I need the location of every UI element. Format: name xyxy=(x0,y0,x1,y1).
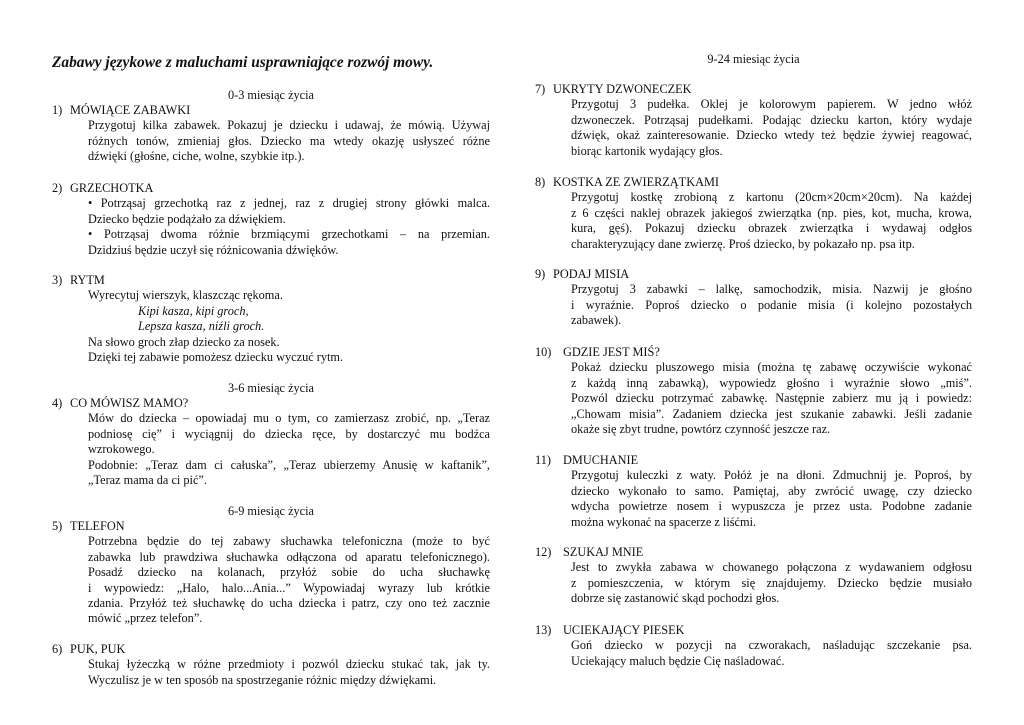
section-10-heading: 10) GDZIE JEST MIŚ? xyxy=(535,345,660,359)
section-3-rytm xyxy=(52,273,490,365)
section-7-heading: 7) UKRYTY DZWONECZEK xyxy=(535,82,692,96)
section-6-heading: 6) PUK, PUK xyxy=(52,642,126,656)
section-1-heading: 1) MÓWIĄCE ZABAWKI xyxy=(52,103,191,117)
section-2-grzechotka xyxy=(52,181,490,258)
section-11-dmuchanie xyxy=(535,453,972,530)
section-9-podaj-misia xyxy=(535,267,972,329)
section-5-telefon xyxy=(52,519,490,627)
section-11-heading: 11) DMUCHANIE xyxy=(535,453,639,467)
section-13-uciekajacy-piesek xyxy=(535,623,972,669)
section-5-heading: 5) TELEFON xyxy=(52,519,125,533)
section-3-body: Wyrecytuj wierszyk, klaszcząc rękoma. Kipi kasza, kipi groch, Lepsza kasza, niźli groch. Na słowo groch złap dziecko za nosek. Dzięki tej zabawie pomożesz dziecku wyczuć rytm. xyxy=(88,288,490,365)
section-13-body: Goń dziecko w pozycji na czworakach, naśladując szczekanie psa. Uciekający maluch będzie Cię naśladować. xyxy=(571,638,972,668)
section-2-heading: 2) GRZECHOTKA xyxy=(52,181,154,195)
section-4-heading: 4) CO MÓWISZ MAMO? xyxy=(52,396,189,410)
period-heading-0-3: 0-3 miesiąc życia xyxy=(227,88,315,102)
section-8-heading: 8) KOSTKA ZE ZWIERZĄTKAMI xyxy=(535,175,719,189)
section-4-co-mowisz-mamo xyxy=(52,396,490,488)
section-6-body: Stukaj łyżeczką w różne przedmioty i pozwól dziecku stukać tak, jak ty. Wyczulisz je w ten sposób na spostrzeganie różnic między dźwiękami. xyxy=(88,657,490,687)
section-13-heading: 13) UCIEKAJĄCY PIESEK xyxy=(535,623,685,637)
section-7-ukryty-dzwoneczek xyxy=(535,82,972,159)
section-11-body: Przygotuj kuleczki z waty. Połóż je na dłoni. Zdmuchnij je. Poproś, by dziecko wykonało to samo. Pamiętaj, aby zwrócić uwagę, czy dziecko wdycha powietrze nosem i wypuszcza je przez usta. Podobne zadanie można wykonać na spacerze z liśćmi. xyxy=(571,468,972,529)
document-title: Zabawy językowe z maluchami usprawniające rozwój mowy. xyxy=(52,54,434,71)
poem-line: Lepsza kasza, niźli groch. xyxy=(138,319,265,334)
section-12-szukaj-mnie xyxy=(535,545,972,607)
section-1-mowiace-zabawki xyxy=(52,103,490,165)
section-4-body: Mów do dziecka – opowiadaj mu o tym, co zamierzasz zrobić, np. „Teraz podniosę cię” i wyciągnij do dziecka ręce, by dostarczyć mu bodźca wzrokowego. Podobnie: „Teraz dam ci całuska”, „Teraz ubierzemy Anusię w kaftanik”, „Teraz mama da ci pić”. xyxy=(88,411,490,488)
section-8-body: Przygotuj kostkę zrobioną z kartonu (20cm×20cm×20cm). Na każdej z 6 części naklej obrazek jakiegoś zwierzątka (np. pies, kot, mucha, krowa, kura, gęś). Pokazuj dziecku obrazek zwierzątka i wydawaj odgłos charakteryzujący dane zwierzę. Proś dziecko, by pokazało np. psa itp. xyxy=(571,190,972,251)
period-heading-6-9: 6-9 miesiąc życia xyxy=(227,504,315,518)
period-heading-9-24: 9-24 miesiąc życia xyxy=(707,52,800,66)
section-5-body: Potrzebna będzie do tej zabawy słuchawka telefoniczna (może to być zabawka lub prawdziwa słuchawka odłączona od aparatu telefonicznego). Posadź dziecko na kolanach, przyłóż sobie do ucha słuchawkę i wypowiedz: „Halo, halo...Ania...” Wypowiadaj wyrazy lub krótkie zdania. Przyłóż też słuchawkę do ucha dziecka i patrz, czy ono też zacznie mówić „przez telefon”. xyxy=(88,534,490,626)
section-2-body: • Potrząsaj grzechotką raz z jednej, raz z drugiej strony główki malca. Dziecko będzie podążało za dźwiękiem. • Potrząsaj dwoma różnie brzmiącymi grzechotkami – na przemian. Dzidziuś będzie uczył się różnicowania dźwięków. xyxy=(88,196,490,257)
section-9-body: Przygotuj 3 zabawki – lalkę, samochodzik, misia. Nazwij je głośno i wyraźnie. Poproś dziecko o podanie misia (i kolejno pozostałych zabawek). xyxy=(571,282,972,328)
section-12-heading: 12) SZUKAJ MNIE xyxy=(535,545,644,559)
section-7-body: Przygotuj 3 pudełka. Oklej je kolorowym papierem. W jedno włóż dzwoneczek. Potrząsaj pudełkami. Podając dziecku karton, który wydaje dźwięk, okaż zainteresowanie. Dziecko wtedy też będzie żywiej reagować, biorąc kartonik wydający głos. xyxy=(571,97,972,158)
section-9-heading: 9) PODAJ MISIA xyxy=(535,267,630,281)
section-10-body: Pokaż dziecku pluszowego misia (można tę zabawę oczywiście wykonać z każdą inną zabawką), wypowiedz głośno i wyraźnie słowo „miś”. Pozwól dziecku potrzymać zabawkę. Następnie zabierz mu ją i powiedz: „Chowam misia”. Zadaniem dziecka jest szukanie zabawki. Jeśli zadanie okaże się zbyt trudne, powtórz czynność jeszcze raz. xyxy=(571,360,972,437)
section-8-kostka-ze-zwierzatkami xyxy=(535,175,972,252)
section-10-gdzie-jest-mis xyxy=(535,345,972,437)
section-1-body: Przygotuj kilka zabawek. Pokazuj je dziecku i udawaj, że mówią. Używaj różnych tonów, zmieniaj głos. Dziecko ma wtedy okazję usłyszeć różne dźwięki (głośne, ciche, wolne, szybkie itp.). xyxy=(88,118,490,164)
section-3-heading: 3) RYTM xyxy=(52,273,105,287)
period-heading-3-6: 3-6 miesiąc życia xyxy=(227,381,315,395)
poem-line: Kipi kasza, kipi groch, xyxy=(138,303,249,318)
section-12-body: Jest to zwykła zabawa w chowanego połączona z wydawaniem odgłosu z pomieszczenia, w którym się znajdujemy. Dziecko będzie musiało dobrze się zastanowić skąd pochodzi głos. xyxy=(571,560,972,606)
section-6-puk-puk xyxy=(52,642,490,688)
